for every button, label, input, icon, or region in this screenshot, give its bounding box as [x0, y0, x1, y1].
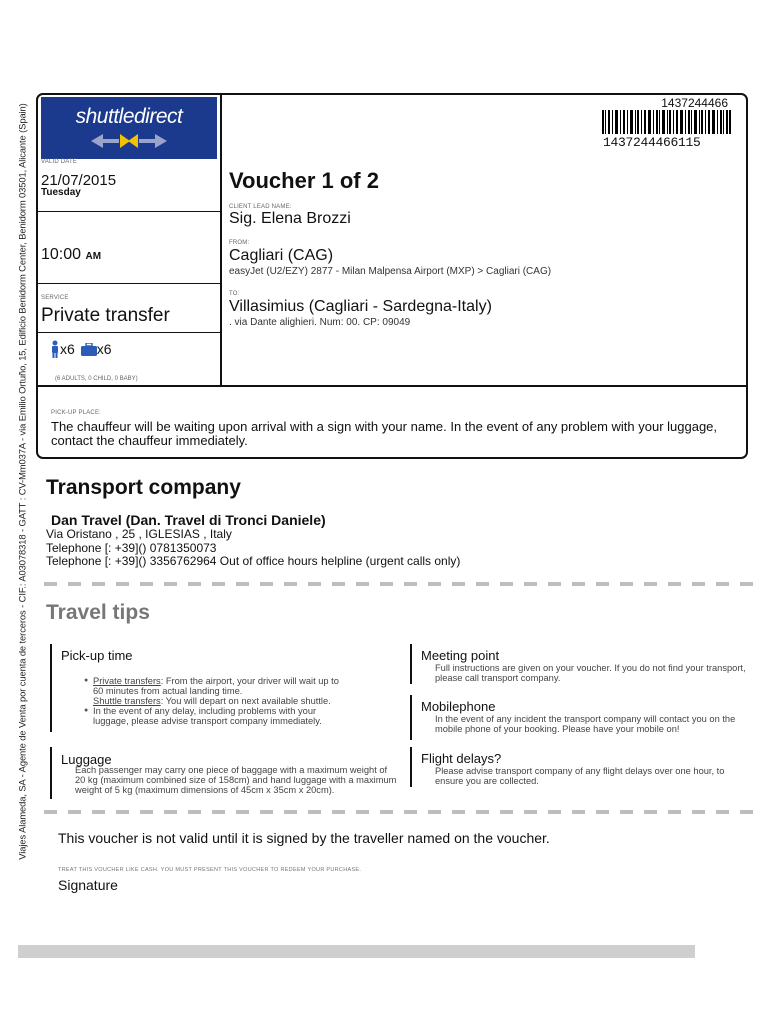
list-item [84, 676, 350, 706]
logo-wordmark: shuttledirect [75, 105, 183, 128]
agency-legal-text: Viajes Alameda, SA - Agente de Venta por cuenta de terceros - CIF.: A03078318 - GATT : CV-Mm037A - via Emilio Ortuño, 15, Edificio Benidorm Center, Benidorm 03501, Alicante (Spain) [16, 102, 28, 860]
tip-pickup-heading: Pick-up time [61, 648, 133, 663]
list-item: ● In the event of any delay, including problems with your luggage, please advise transport company immediately. [84, 706, 350, 726]
valid-day: Tuesday [41, 187, 81, 198]
voucher-left-column [38, 95, 222, 385]
tip-pickup-time [50, 644, 350, 732]
tip-mobile-heading: Mobilephone [421, 699, 496, 714]
logo-arrows-icon [89, 132, 169, 150]
time-ampm: AM [85, 251, 102, 262]
divider [38, 211, 222, 212]
dashed-divider [44, 810, 764, 814]
tip-delays-heading: Flight delays? [421, 751, 502, 766]
client-lead-name: Sig. Elena Brozzi [229, 210, 351, 227]
transport-company-heading: Transport company [46, 476, 241, 499]
service-type: Private transfer [41, 305, 170, 326]
time-value: 10:00 [41, 246, 82, 263]
private-transfers-text: : From the airport, your driver will wait up to 60 minutes from actual landing time. [93, 676, 339, 696]
treat-like-cash-notice: TREAT THIS VOUCHER LIKE CASH. YOU MUST PRESENT THIS VOUCHER TO REDEEM YOUR PURCHASE. [58, 867, 362, 873]
company-helpline: Telephone [: +39]() 3356762964 Out of office hours helpline (urgent calls only) [46, 554, 461, 568]
pickup-place-box [38, 385, 746, 457]
shuttle-transfers-text: : You will depart on next available shuttle. [160, 696, 331, 706]
to-label: TO: [229, 291, 240, 297]
luggage-count: x6 [96, 341, 112, 357]
passenger-counts [50, 340, 112, 358]
private-transfers-label: Private transfers [93, 676, 161, 686]
from-flight-detail: easyJet (U2/EZY) 2877 - Milan Malpensa Airport (MXP) > Cagliari (CAG) [229, 266, 552, 277]
to-location: Villasimius (Cagliari - Sardegna-Italy) [229, 298, 492, 315]
valid-date: 21/07/2015 [41, 172, 117, 189]
scroll-bar[interactable] [18, 945, 695, 958]
pickup-tip-list [84, 676, 350, 726]
from-location: Cagliari (CAG) [229, 247, 334, 264]
service-label: SERVICE [41, 295, 69, 301]
company-name: Dan Travel (Dan. Travel di Tronci Daniele) [51, 512, 326, 528]
barcode-number-bottom: 1437244466115 [603, 135, 701, 150]
tip-luggage-text: Each passenger may carry one piece of baggage with a maximum weight of 20 kg (maximum combined size of 158cm) and hand luggage with a maximum weight of 5 kg (maximum dimensions of 45cm x 35cm x 20cm). [75, 765, 397, 795]
travel-tips-heading: Travel tips [46, 601, 150, 624]
pickup-place-text: The chauffeur will be waiting upon arrival with a sign with your name. In the event of any problem with your luggage, contact the chauffeur immediately. [51, 419, 718, 448]
client-lead-label: CLIENT LEAD NAME: [229, 204, 292, 210]
vertical-agency-text [10, 96, 34, 866]
barcode-icon [602, 110, 731, 134]
validity-notice: This voucher is not valid until it is signed by the traveller named on the voucher. [58, 830, 550, 846]
person-icon [50, 340, 60, 358]
valid-date-label: VALID DATE [41, 159, 78, 165]
tip-luggage-heading: Luggage [61, 752, 112, 767]
tip-flight-delays [410, 747, 755, 787]
divider [38, 283, 222, 284]
passenger-detail: (6 ADULTS, 0 CHILD, 0 BABY) [55, 376, 138, 382]
adults-count: x6 [60, 341, 75, 357]
voucher-title: Voucher 1 of 2 [229, 168, 379, 193]
dashed-divider [44, 582, 764, 586]
tip-meeting-point [410, 644, 755, 684]
company-phone: Telephone [: +39]() 0781350073 [46, 541, 217, 555]
company-address: Via Oristano , 25 , IGLESIAS , Italy [46, 527, 232, 541]
pickup-place-label: PICK-UP PLACE: [51, 410, 102, 416]
to-address-detail: . via Dante alighieri. Num: 00. CP: 09049 [229, 317, 411, 328]
voucher-card [36, 93, 748, 459]
tip-mobile-text: In the event of any incident the transport company will contact you on the mobile phone of your booking. Please have your mobile on! [435, 714, 736, 734]
tip-meeting-heading: Meeting point [421, 648, 500, 663]
divider [38, 332, 222, 333]
tip-mobilephone [410, 695, 755, 740]
from-label: FROM: [229, 240, 250, 246]
tip-luggage [50, 747, 400, 799]
tip-meeting-text: Full instructions are given on your voucher. If you do not find your transport, please call transport company. [435, 663, 746, 683]
tip-delays-text: Please advise transport company of any flight delays over one hour, to ensure you are collected. [435, 766, 725, 786]
suitcase-icon [81, 343, 97, 356]
barcode-number-top: 1437244466 [661, 96, 728, 110]
shuttledirect-logo [41, 97, 217, 159]
signature-label: Signature [58, 877, 118, 893]
pickup-time [41, 246, 101, 264]
shuttle-transfers-label: Shuttle transfers [93, 696, 161, 706]
